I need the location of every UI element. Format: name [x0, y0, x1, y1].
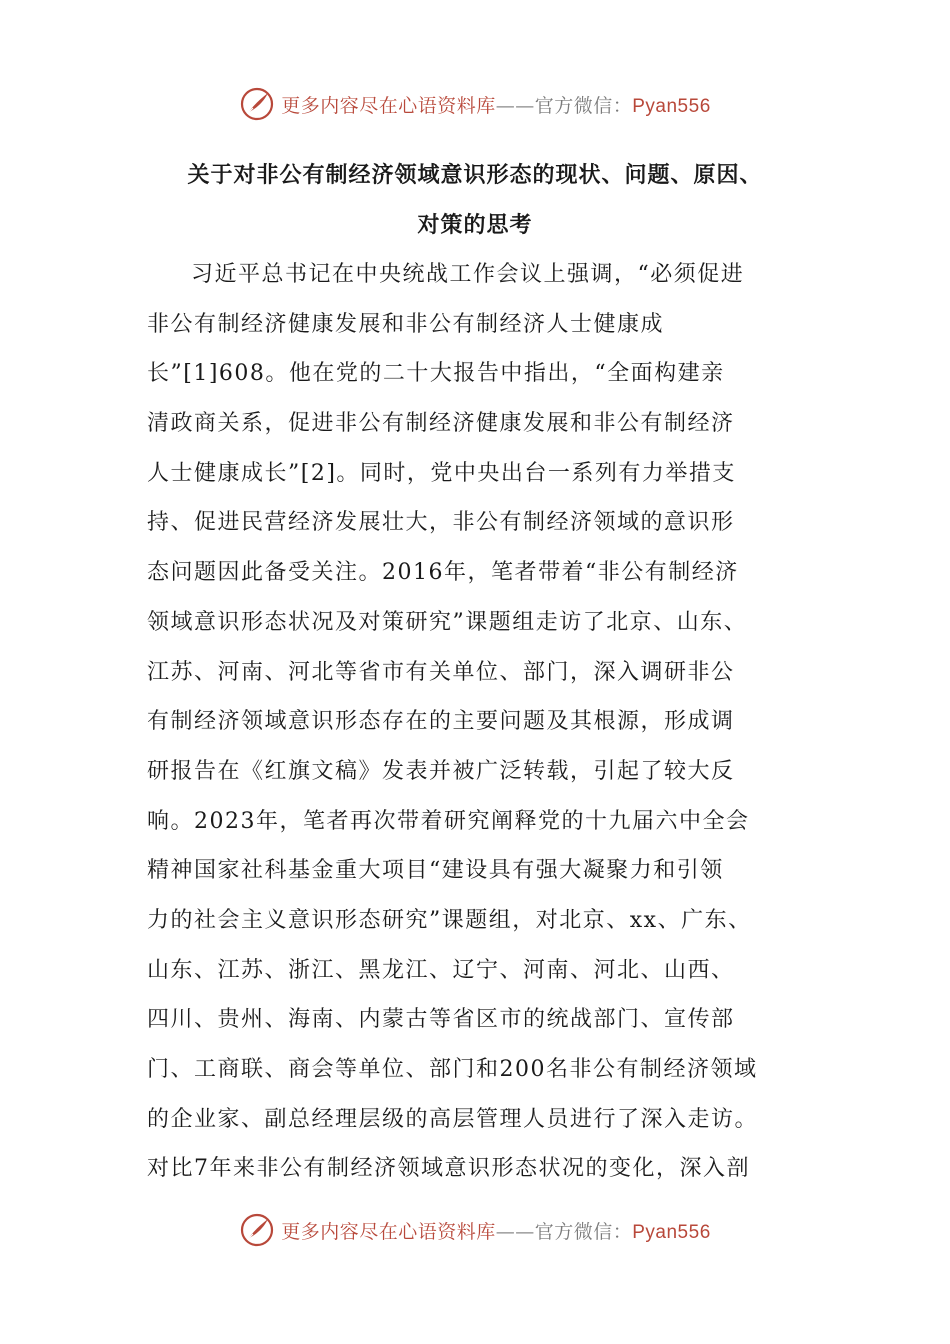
- banner-wechat-label: 官方微信：: [534, 1220, 633, 1243]
- footer-banner-inner: [239, 1212, 711, 1248]
- body-line: 江苏、河南、河北等省市有关单位、部门，深入调研非公: [147, 659, 735, 685]
- banner-wechat-id: Pyan556: [632, 1221, 711, 1243]
- body-line: 清政商关系，促进非公有制经济健康发展和非公有制经济: [147, 411, 735, 437]
- header-banner-inner: [239, 86, 711, 122]
- document-title: [120, 150, 830, 250]
- body-line: 研报告在《红旗文稿》发表并被广泛转载，引起了较大反: [147, 758, 735, 784]
- header-banner: [0, 82, 950, 126]
- body-line: 人士健康成长”[2]。同时，党中央出台一系列有力举措支: [147, 460, 736, 486]
- body-line: 门、工商联、商会等单位、部门和200名非公有制经济领域: [147, 1057, 758, 1082]
- body-line: 四川、贵州、海南、内蒙古等省区市的统战部门、宣传部: [147, 1007, 735, 1033]
- body-line: 山东、江苏、浙江、黑龙江、辽宁、河南、河北、山西、: [147, 957, 735, 983]
- body-line: 响。2023年，笔者再次带着研究阐释党的十九届六中全会: [147, 808, 750, 834]
- quill-logo-icon: [239, 1212, 275, 1248]
- title-line-1: 关于对非公有制经济领域意识形态的现状、问题、原因、: [187, 162, 763, 188]
- body-line: 持、促进民营经济发展壮大，非公有制经济领域的意识形: [147, 510, 735, 536]
- banner-dash: ——: [495, 1220, 535, 1243]
- footer-banner: [0, 1208, 950, 1252]
- body-line: 有制经济领域意识形态存在的主要问题及其根源，形成调: [147, 709, 735, 735]
- body-line: 领域意识形态状况及对策研究”课题组走访了北京、山东、: [147, 609, 748, 635]
- body-line: 对比7年来非公有制经济领域意识形态状况的变化，深入剖: [147, 1156, 750, 1182]
- quill-logo-icon: [239, 86, 275, 122]
- banner-wechat-id: Pyan556: [632, 95, 711, 117]
- body-line: 长”[1]608。他在党的二十大报告中指出，“全面构建亲: [147, 361, 725, 387]
- footer-banner-text: [281, 1217, 711, 1244]
- header-banner-text: [281, 91, 711, 118]
- banner-prefix: 更多内容尽在心语资料库: [281, 94, 496, 117]
- body-line: 习近平总书记在中央统战工作会议上强调，“必须促进: [191, 262, 745, 287]
- banner-dash: ——: [495, 94, 535, 117]
- document-body: [147, 250, 807, 1194]
- banner-prefix: 更多内容尽在心语资料库: [281, 1220, 496, 1243]
- body-line: 精神国家社科基金重大项目“建设具有强大凝聚力和引领: [147, 858, 724, 884]
- banner-wechat-label: 官方微信：: [534, 94, 633, 117]
- body-line: 力的社会主义意识形态研究”课题组，对北京、xx、广东、: [147, 907, 752, 933]
- title-line-2: 对策的思考: [417, 212, 533, 238]
- body-line: 的企业家、副总经理层级的高层管理人员进行了深入走访。: [147, 1106, 759, 1132]
- body-line: 非公有制经济健康发展和非公有制经济人士健康成: [147, 311, 665, 337]
- body-line: 态问题因此备受关注。2016年，笔者带着“非公有制经济: [147, 560, 739, 586]
